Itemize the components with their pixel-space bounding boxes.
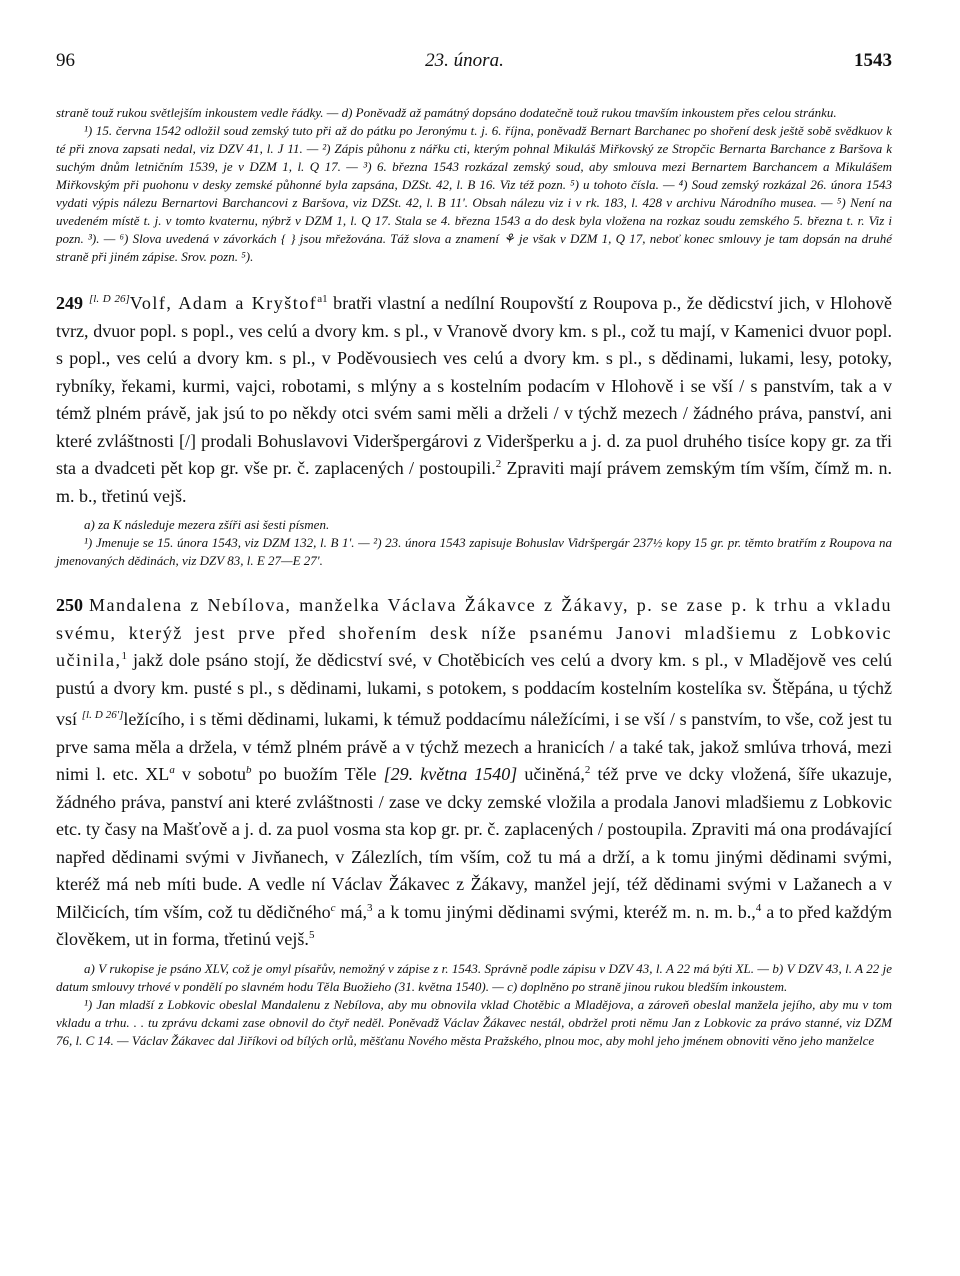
entry-250-part4: v sobotu [174,764,247,784]
page-number: 96 [56,50,75,71]
entry-250-part8: má, [335,901,367,922]
entry-250-part6: učiněná, [517,764,585,784]
note-line: straně touž rukou světlejším inkoustem vedle řádky. — d) Poněvadž až památný dopsáno dodatečně touž rukou tmavším inkoustem přes celou stránku. [56,105,837,120]
folio-reference: [l. D 26] [89,293,130,305]
entry-249-notes [56,516,892,570]
folio-reference: [l. D 26'] [81,709,124,721]
note-mark: 4 [755,901,762,914]
entry-249-part1: Volf, Adam a Kryštof [129,293,318,313]
page-header [56,50,892,78]
footnotes: ¹) Jmenuje se 15. února 1543, viz DZM 132, l. B 1'. — ²) 23. února 1543 zapisuje Bohuslav Vidršpergár 237½ kopy 15 gr. pr. těmto bratřím z Roupova na jmenovaných dědinách, viz DZV 83, l. E 27—E 27'. [56,535,892,568]
entry-250-part9: a k tomu jinými dědinami svými, kteréž m. n. m. b., [372,901,756,922]
note-mark: 2 [584,764,591,776]
note-mark: 2 [495,458,502,470]
note-mark: a [169,764,175,776]
entry-250-part3: ležícího, i s těmi dědinami, lukami, k témuž poddacímu náležícími, i se vší / s panstvím, to vše, což jest tu prve sama měla a držela, v témž plném právě a v týchž mezech a hranicích / a také tak, jakož smlúva trhová, mezi nimi l. etc. XL [56,709,892,784]
footnotes: ¹) Jan mladší z Lobkovic obeslal Mandalenu z Nebílova, aby mu obnovila vklad Chotěbic a Mladějova, a zároveň obeslal manžela jejího, aby mu v tom vkladu a trhu. . . tu zprávu dckami zase obnovil do čtyř neděl. Poněvadž Václav Žákavec nestál, obdržel proti němu Jan z Lobkovic za právo stanné, viz DZM 76, l. C 14. — Václav Žákavec dal Jiříkovi od bílých orlů, měšťanu Nového města Pražského, plnou moc, aby mohl jeho jménem obnoviti věno jeho manželce [56,996,892,1048]
entry-250-part5: po buožím Těle [251,764,384,784]
page [56,50,892,1050]
entry-number: 249 [56,293,83,313]
note-mark: b [246,764,252,776]
entry-250-part1: Mandalena z Nebílova, manželka Václava Žákavce z Žákavy, p. se zase p. k trhu a vkladu svému, kterýž jest prve před shořením desk níže psanému Janovi mladšiemu z Lobkovic učinila, [56,595,892,670]
previous-entry-notes [56,104,892,266]
entry-250-text [56,592,892,954]
entry-249 [56,286,892,510]
entry-249-text [56,286,892,510]
footnotes-previous: ¹) 15. června 1542 odložil soud zemský tuto při až do pátku po Jeronýmu t. j. 6. října, poněvadž Bernart Barchanec po shoření desk ještě sobě svědkuov k té při znova zapsati nedal, viz DZV 41, l. J 11. — ²) Zápis půhonu z nářku cti, kterým pohnal Mikuláš Miřkovský ze Stropčic Bernarta Barchance z Baršova k suchým dnům letničním 1539, je v DZM 1, l. Q 17. — ³) 6. března 1543 rozkázal zemský soud, aby smlouva mezi Bernartem Barchancem a Mikulášem Miřkovským při puohonu v desky zemské půhonné byla zapsána, DZSt. 42, l. B 16. Viz též pozn. ⁵) u tohoto čísla. — ⁴) Soud zemský rozkázal 26. února 1543 vydati výpis nálezu Bernartovi Barchancovi z Baršova, viz DZSt. 42, l. B 11'. Obsah nálezu viz i v rk. 183, l. 428 v archivu Národního musea. — ⁵) Není na uvedeném místě t. j. v tomto kvaternu, nýbrž v DZM 1, l. Q 17. Stala se 4. března 1543 a do desk byla vložena na rozkaz soudu zemského 5. března t. r. Viz i pozn. ³). — ⁶) Slova uvedená v závorkách { } jsou mřežována. Táž slova a znamení ⚘ je však v DZM 1, Q 17, neboť konec smlouvy je tam dopsán na druhé straně při jiném zápise. Srov. pozn. ⁵). [56,123,892,264]
note-mark: 3 [366,901,373,914]
page-year: 1543 [854,50,892,71]
note-mark: 1 [121,650,127,662]
text-note: a) za K následuje mezera zšíři asi šesti písmen. [84,517,330,532]
entry-250-notes [56,960,892,1050]
page-date: 23. února. [425,50,504,71]
date-bracket: [29. května 1540] [383,764,518,784]
note-mark: 5 [308,929,315,941]
entry-number: 250 [56,595,83,615]
entry-249-part2: bratři vlastní a nedílní Roupovští z Roupova p., že dědicství jich, v Hlohově tvrz, dvuor popl. s popl., ves celú a dvory km. s pl., v Vranově dvory km. s pl., což tu mají, v Kamenici dvuor popl. s popl., ves celú a dvory km. s pl., v Poděvousiech ves celú a dvory km. s pl., s dědinami, lukami, lesy, potoky, rybníky, řekami, kurmi, vajci, robotami, s mlýny a s kostelním podacím v Hlohově i se vší / s panstvím, tak a v témž plném právě, jak jsú to po někdy otci svém sami měli a drželi / v týchž mezech / žádného práva, panství, ani které zvláštnosti [/] prodali Bohuslavovi Videršpergárovi z Videršperku a j. d. za puol druhého tisíce kopy gr. za tři sta a dvadceti pět kop gr. vše pr. č. zaplacených / postoupili. [56,293,893,478]
entry-250-part2: jakž dole psáno stojí, že dědicství své, v Chotěbicích ves celú a dvory km. s pl., v Mladějově ves celú pustú a dvory km. pusté s pl., s dědinami, lukami, s potokem, s poddacím kostelním kostelíka sv. Štěpána, u týchž vsí [56,650,892,729]
entry-250 [56,592,892,954]
text-notes: a) V rukopise je psáno XLV, což je omyl písařův, nemožný v zápise z r. 1543. Správně podle zápisu v DZV 43, l. A 22 má býti XL. — b) V DZV 43, l. A 22 je datum smlouvy trhové v pondělí po slavném hodu Těla Buožieho (31. května 1540). — c) doplněno po straně jinou rukou bledším inkoustem. [56,960,892,994]
entry-250-part7: též prve ve dcky vložená, šíře ukazuje, žádného práva, panství ani které zvláštnosti / zase ve dcky zemské vložila a prodala Janovi mladšiemu z Lobkovic etc. ty časy na Mašťově a j. d. za puol vosma sta kop gr. pr. č. zaplacených / postoupila. Zpraviti má ona prodávající napřed dědinami svými v Jivňanech, v Zálezlích, tím vším, což tu má a drží, a k tomu jinými dědinami svými, kteréž má neb míti bude. A vedle ní Václav Žákavec z Žákavy, manžel její, též dědinami svými v Lažanech a v Milčicích, tím vším, což tu dědičného [56,764,893,922]
note-mark: c [330,901,336,914]
note-mark: a1 [317,293,328,305]
entry-250-part10: a to před každým člověkem, ut in forma, třetinú vejš. [56,901,892,949]
entry-249-part3: Zpraviti mají právem zemským tím vším, čímž m. n. m. b., třetinú vejš. [56,458,892,506]
